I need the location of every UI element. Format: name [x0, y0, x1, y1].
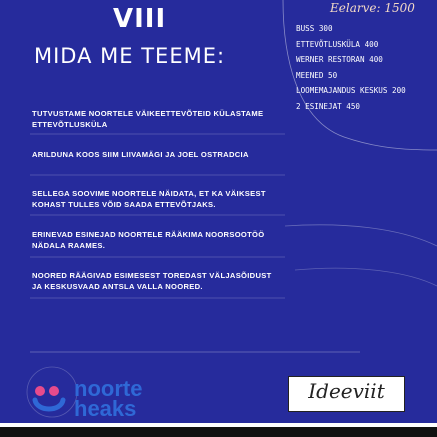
- bottom-strip-line: [0, 423, 437, 427]
- info-item: NOORED RÄÄGIVAD ESIMESEST TOREDAST VÄLJASÕIDUST JA KESKUSVAAD ANTSLA VALLA NOORED.: [32, 271, 272, 291]
- ideeviit-badge: [288, 376, 405, 412]
- info-item: ERINEVAD ESINEJAD NOORTELE RÄÄKIMA NOORSOOTÖÖ NÄDALA RAAMES.: [32, 230, 265, 250]
- brand-line-2: heaks: [74, 396, 137, 421]
- ideeviit-label: Ideeviit: [308, 379, 385, 403]
- info-item: TUTVUSTAME NOORTELE VÄIKEETTEVÕTEID KÜLASTAME ETTEVÕTLUSKÜLA: [32, 109, 264, 129]
- bottom-strip: [0, 423, 437, 437]
- brand-line-1: noorte: [74, 376, 143, 401]
- cost-item: 2 ESINEJAT 450: [296, 101, 361, 111]
- brand-logo: [32, 376, 143, 421]
- info-item: ARILDUNA KOOS SIIM LIIVAMÄGI JA JOEL OSTRADCIA: [32, 150, 249, 159]
- cost-item: LOOMEMAJANDUS KESKUS 200: [296, 86, 406, 95]
- cost-item: WERNER RESTORAN 400: [296, 55, 383, 64]
- header-title: VIII: [113, 4, 167, 34]
- header-subtitle: Eelarve: 1500: [330, 1, 415, 15]
- brand-logo-icon: [32, 385, 66, 415]
- headline: MIDA ME TEEME:: [34, 44, 226, 68]
- info-item: SELLEGA SOOVIME NOORTELE NÄIDATA, ET KA VÄIKSEST KOHAST TULLES VÕID SAADA ETTEVÕTJAKS.: [32, 189, 266, 209]
- cost-item: BUSS 300: [296, 24, 333, 33]
- cost-item: ETTEVÕTLUSKÜLA 400: [296, 39, 379, 49]
- cost-list: [296, 21, 436, 114]
- cost-item: MEENED 50: [296, 70, 338, 80]
